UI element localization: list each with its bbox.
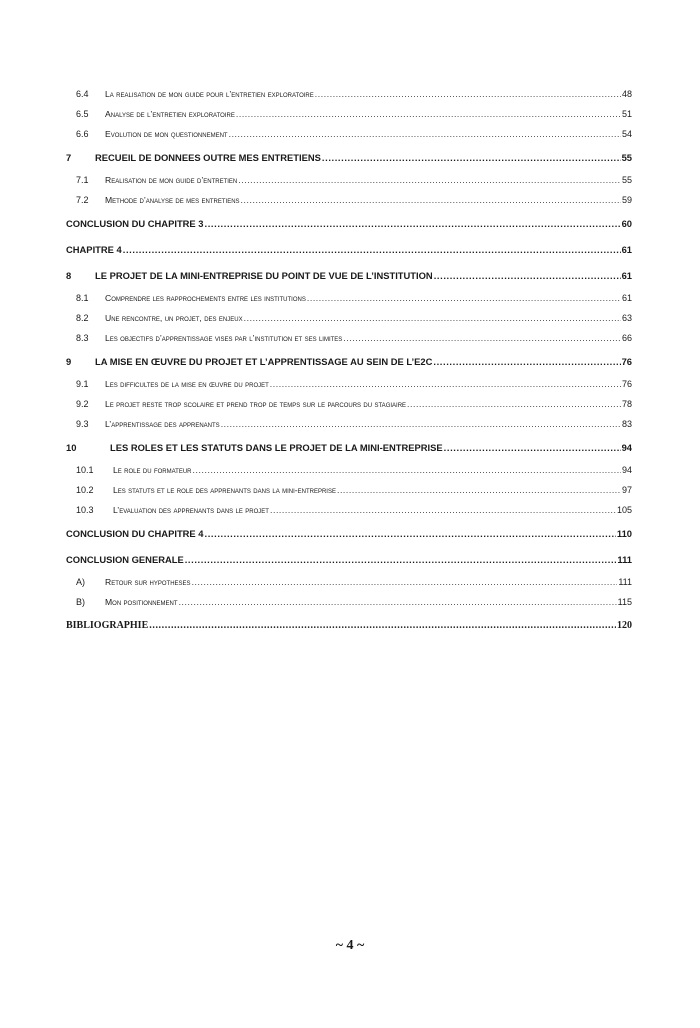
dot-leader <box>123 244 621 255</box>
dot-leader <box>179 597 617 607</box>
toc-entry-page: 48 <box>621 89 632 99</box>
dot-leader <box>407 399 621 409</box>
dot-leader <box>149 620 616 631</box>
toc-entry-title: LE PROJET DE LA MINI-ENTREPRISE DU POINT DE VUE DE L’INSTITUTION <box>95 269 433 281</box>
toc-entry-10[interactable] <box>66 434 632 460</box>
toc-entry-number: 10.1 <box>76 465 94 475</box>
toc-entry-title: RECUEIL DE DONNEES OUTRE MES ENTRETIENS <box>95 151 321 163</box>
toc-entry-title: Methode d’analyse de mes entretiens <box>105 195 240 205</box>
toc-entry-number: 7.2 <box>76 195 89 205</box>
toc-entry-title: Evolution de mon questionnement <box>105 129 228 139</box>
toc-entry-number: 8.2 <box>76 313 89 323</box>
dot-leader <box>244 313 621 323</box>
toc-entry-8-2[interactable] <box>76 308 632 328</box>
toc-entry-8-1[interactable] <box>76 288 632 308</box>
dot-leader <box>205 528 616 539</box>
toc-entry-conclusion-chapitre-3[interactable] <box>66 210 632 236</box>
toc-entry-number: A) <box>76 577 85 587</box>
toc-entry-title: LES ROLES ET LES STATUTS DANS LE PROJET DE LA MINI-ENTREPRISE <box>110 441 443 453</box>
toc-entry-page: 63 <box>621 313 632 323</box>
toc-entry-number: 6.6 <box>76 129 89 139</box>
toc-entry-a[interactable] <box>76 572 632 592</box>
toc-entry-title: L’evaluation des apprenants dans le projet <box>113 505 269 515</box>
toc-entry-title: Le role du formateur <box>113 465 192 475</box>
toc-entry-number: B) <box>76 597 85 607</box>
toc-entry-page: 59 <box>621 195 632 205</box>
toc-entry-title: Analyse de l’entretien exploratoire <box>105 109 235 119</box>
dot-leader <box>241 195 621 205</box>
toc-entry-9-3[interactable] <box>76 414 632 434</box>
toc-entry-number: 10 <box>66 441 77 453</box>
toc-entry-number: 8 <box>66 269 72 281</box>
toc-entry-page: 115 <box>617 597 632 607</box>
toc-entry-9-2[interactable] <box>76 394 632 414</box>
toc-entry-page: 61 <box>621 269 632 281</box>
toc-entry-7[interactable] <box>66 144 632 170</box>
toc-entry-title: Le projet reste trop scolaire et prend trop de temps sur le parcours du stagiaire <box>105 399 407 409</box>
toc-entry-page: 83 <box>621 419 632 429</box>
toc-entry-number: 10.2 <box>76 485 94 495</box>
toc-entry-6-6[interactable] <box>76 124 632 144</box>
toc-entry-number: 6.5 <box>76 109 89 119</box>
page-number: ~ 4 ~ <box>335 938 365 953</box>
dot-leader <box>337 485 621 495</box>
toc-entry-number: 8.3 <box>76 333 89 343</box>
toc-entry-6-4[interactable] <box>76 84 632 104</box>
dot-leader <box>322 152 621 163</box>
toc-entry-number: 9.2 <box>76 399 89 409</box>
toc-entry-conclusion-generale[interactable] <box>66 546 632 572</box>
toc-entry-page: 66 <box>621 333 632 343</box>
dot-leader <box>192 577 618 587</box>
toc-entry-bibliographie[interactable] <box>66 612 632 638</box>
toc-entry-page: 54 <box>621 129 632 139</box>
toc-entry-number: 6.4 <box>76 89 89 99</box>
toc-entry-page: 105 <box>616 505 632 515</box>
toc-entry-title: Comprendre les rapprochements entre les institutions <box>105 293 306 303</box>
toc-entry-page: 55 <box>621 151 632 163</box>
toc-entry-page: 61 <box>621 293 632 303</box>
toc-entry-10-3[interactable] <box>76 500 632 520</box>
dot-leader <box>229 129 621 139</box>
dot-leader <box>270 379 621 389</box>
toc-entry-page: 111 <box>618 577 632 587</box>
toc-entry-8-3[interactable] <box>76 328 632 348</box>
toc-entry-9-1[interactable] <box>76 374 632 394</box>
toc-entry-title: CONCLUSION GENERALE <box>66 553 184 565</box>
toc-entry-title: Les statuts et le role des apprenants dans la mini-entreprise <box>113 485 336 495</box>
dot-leader <box>193 465 621 475</box>
toc-entry-page: 60 <box>621 217 632 229</box>
toc-entry-title: CONCLUSION DU CHAPITRE 3 <box>66 217 204 229</box>
dot-leader <box>343 333 621 343</box>
toc-entry-number: 9 <box>66 355 72 367</box>
toc-entry-title: CONCLUSION DU CHAPITRE 4 <box>66 527 204 539</box>
dot-leader <box>307 293 621 303</box>
toc-entry-7-2[interactable] <box>76 190 632 210</box>
toc-entry-number: 7 <box>66 151 72 163</box>
toc-entry-title: BIBLIOGRAPHIE <box>66 619 149 631</box>
dot-leader <box>434 270 621 281</box>
dot-leader <box>236 109 621 119</box>
dot-leader <box>205 218 621 229</box>
toc-entry-title: Realisation de mon guide d’entretien <box>105 175 238 185</box>
toc-entry-page: 111 <box>617 553 632 565</box>
toc-entry-number: 7.1 <box>76 175 89 185</box>
toc-entry-page: 76 <box>621 379 632 389</box>
toc-entry-page: 78 <box>621 399 632 409</box>
toc-entry-chapitre-4[interactable] <box>66 236 632 262</box>
toc-entry-number: 8.1 <box>76 293 89 303</box>
toc-entry-title: LA MISE EN ŒUVRE DU PROJET ET L’APPRENTISSAGE AU SEIN DE L’E2C <box>95 355 433 367</box>
toc-entry-8[interactable] <box>66 262 632 288</box>
toc-entry-10-2[interactable] <box>76 480 632 500</box>
dot-leader <box>185 554 617 565</box>
toc-entry-number: 9.3 <box>76 419 89 429</box>
dot-leader <box>221 419 621 429</box>
toc-entry-6-5[interactable] <box>76 104 632 124</box>
dot-leader <box>315 89 621 99</box>
toc-entry-title: L’apprentissage des apprenants <box>105 419 220 429</box>
toc-entry-b[interactable] <box>76 592 632 612</box>
toc-entry-title: Retour sur hypotheses <box>105 577 191 587</box>
toc-entry-page: 61 <box>621 243 632 255</box>
toc-entry-page: 76 <box>621 355 632 367</box>
toc-entry-title: Une rencontre, un projet, des enjeux <box>105 313 243 323</box>
dot-leader <box>444 442 621 453</box>
toc-entry-page: 97 <box>621 485 632 495</box>
toc-entry-7-1[interactable] <box>76 170 632 190</box>
toc-entry-title: La realisation de mon guide pour l’entretien exploratoire <box>105 89 314 99</box>
toc-entry-10-1[interactable] <box>76 460 632 480</box>
toc-entry-title: Les objectifs d’apprentissage vises par l’institution et ses limites <box>105 333 343 343</box>
toc-entry-number: 10.3 <box>76 505 94 515</box>
toc-entry-page: 94 <box>621 465 632 475</box>
toc-entry-9[interactable] <box>66 348 632 374</box>
dot-leader <box>238 175 621 185</box>
toc-entry-conclusion-chapitre-4[interactable] <box>66 520 632 546</box>
dot-leader <box>433 356 620 367</box>
table-of-contents <box>66 84 632 638</box>
toc-entry-page: 94 <box>621 441 632 453</box>
toc-entry-page: 55 <box>621 175 632 185</box>
toc-entry-page: 51 <box>621 109 632 119</box>
toc-entry-number: 9.1 <box>76 379 89 389</box>
dot-leader <box>270 505 616 515</box>
toc-entry-title: Mon positionnement <box>105 597 178 607</box>
toc-entry-page: 120 <box>617 619 632 631</box>
toc-entry-title: Les difficultes de la mise en œuvre du projet <box>105 379 269 389</box>
toc-entry-title: CHAPITRE 4 <box>66 243 122 255</box>
toc-entry-page: 110 <box>616 527 632 539</box>
